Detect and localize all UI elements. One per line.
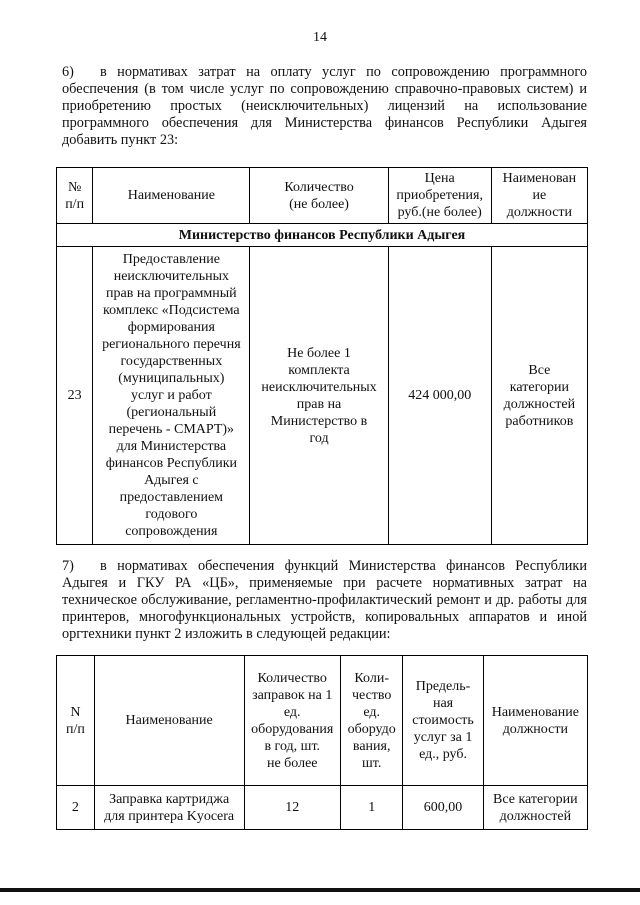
page-number: 14 [313,30,327,45]
row-equipment: 1 [340,786,402,830]
software-table [56,167,588,545]
header-num: № п/п [57,168,93,224]
cartridge-table [56,655,588,830]
page-bottom-border [0,888,640,892]
table-header-row [57,656,588,786]
header-cost: Предель- ная стоимость услуг за 1 ед., руб. [403,656,483,786]
row-name: Заправка картриджа для принтера Kyocera [94,786,244,830]
row-num: 23 [57,247,93,545]
row-position: Все категории должностей работников [491,247,587,545]
section-row [57,224,588,247]
row-name: Предоставление неисключительных прав на программный комплекс «Подсистема формирования регионального перечня государственных (муниципальных) услуг и работ (региональный перечень - СМАРТ)» для Министерства финансов Республики Адыгея с предоставлением годового сопровождения [93,247,250,545]
header-quantity: Количество (не более) [250,168,388,224]
header-name: Наименование [93,168,250,224]
paragraph-7-text: в нормативах обеспечения функций Министерства финансов Республики Адыгея и ГКУ РА «ЦБ», применяемые при расчете нормативных затрат на техническое обслуживание, регламентно-профилактический ремонт и др. работы для принтеров, многофункциональных устройств, копировальных аппаратов и иной оргтехники пункт 2 изложить в следующей редакции: [62,558,587,642]
header-position: Наименован ие должности [491,168,587,224]
table-header-row [57,168,588,224]
table-row [57,247,588,545]
header-num: N п/п [57,656,95,786]
row-price: 424 000,00 [388,247,491,545]
header-name: Наименование [94,656,244,786]
row-refills: 12 [244,786,340,830]
row-quantity: Не более 1 комплекта неисключительных прав на Министерство в год [250,247,388,545]
paragraph-7-number: 7) [62,558,74,574]
row-num: 2 [57,786,95,830]
header-price: Цена приобретения, руб.(не более) [388,168,491,224]
paragraph-6-text: в нормативах затрат на оплату услуг по сопровождению программного обеспечения (в том числе услуг по сопровождению справочно-правовых систем) и приобретению простых (неисключительных) лицензий на использование программного обеспечения для Министерства финансов Республики Адыгея добавить пункт 23: [62,64,587,148]
row-cost: 600,00 [403,786,483,830]
row-position: Все категории должностей [483,786,587,830]
paragraph-6 [62,64,587,149]
section-title: Министерство финансов Республики Адыгея [57,224,588,247]
header-equipment: Коли- чество ед. оборудо вания, шт. [340,656,402,786]
header-position: Наименование должности [483,656,587,786]
paragraph-6-number: 6) [62,64,74,80]
header-refills: Количество заправок на 1 ед. оборудования в год, шт. не более [244,656,340,786]
paragraph-7 [62,558,587,643]
table-row [57,786,588,830]
